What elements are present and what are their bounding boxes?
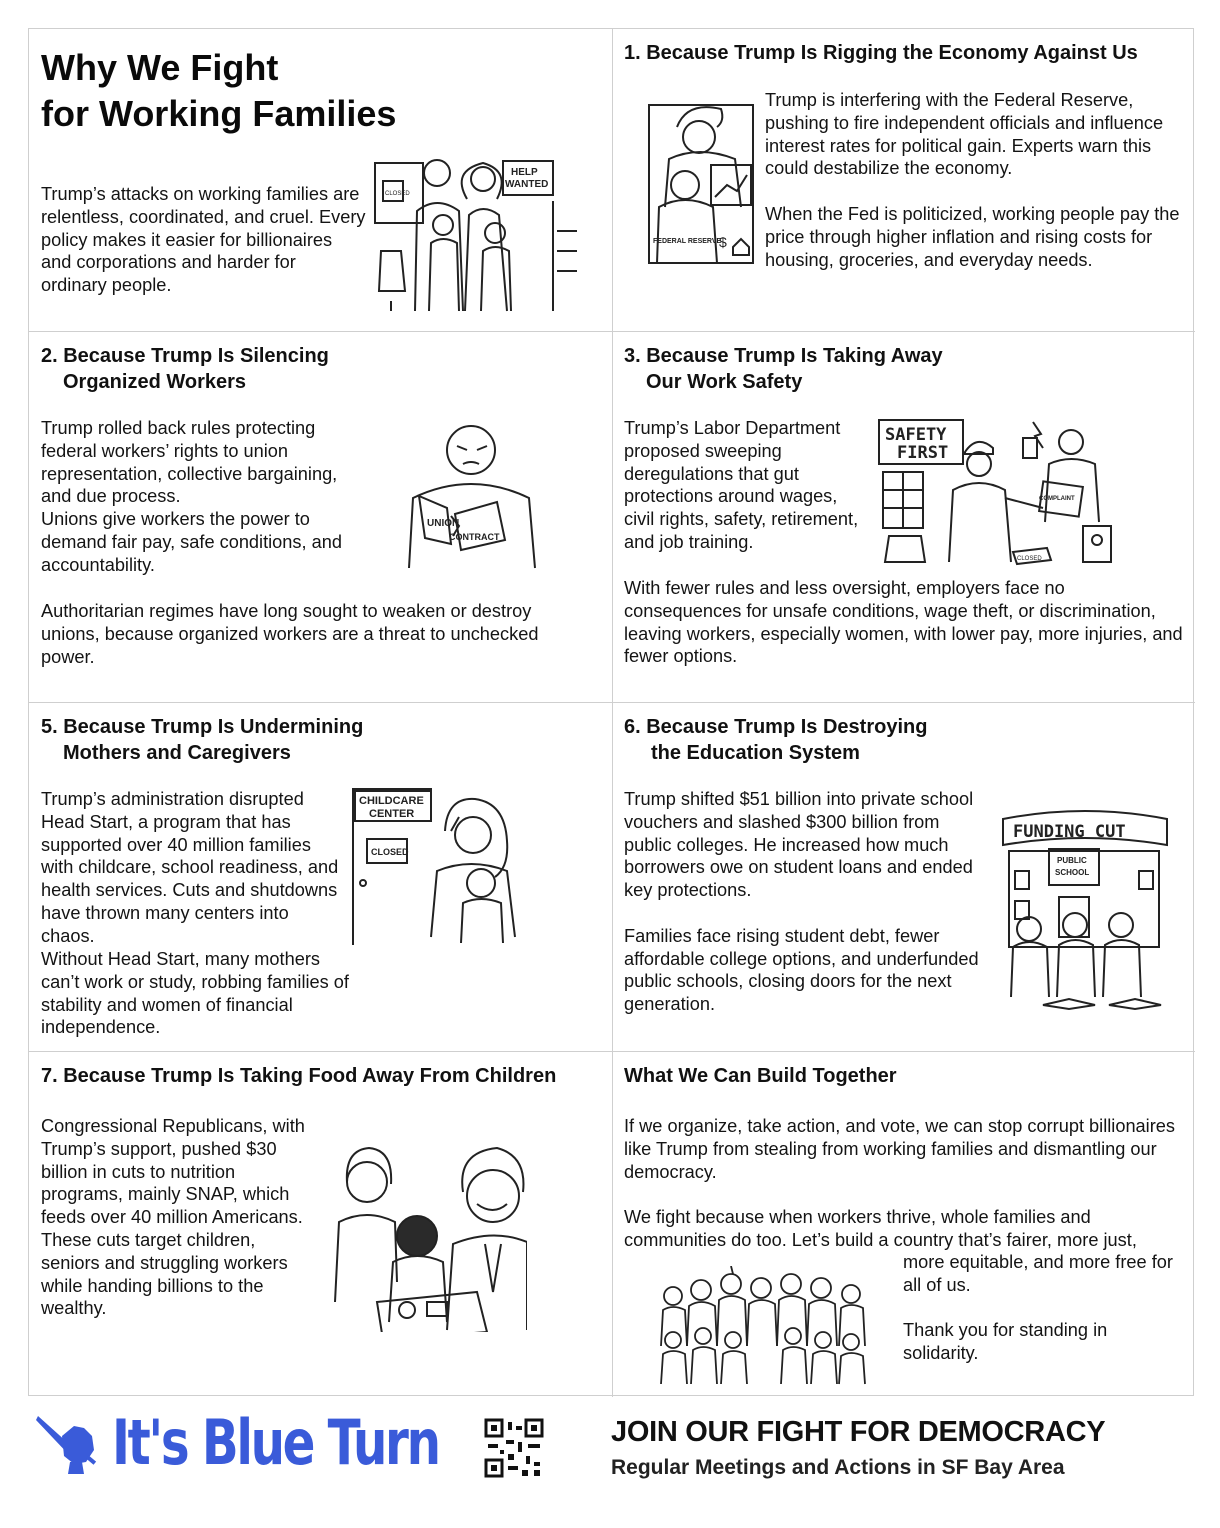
section-6-text	[624, 788, 988, 1016]
section-5-paragraph: Trump’s administration disrupted Head Start, a program that has supported over 40 million families with childcare, school readiness, and health services. Cuts and shutdowns have thrown many centers into chaos.	[41, 789, 339, 946]
section-5-text	[41, 788, 341, 948]
section-7-paragraph: Congressional Republicans, with Trump’s support, pushed $30 billion in cuts to nutrition programs, mainly SNAP, which feeds over 40 million Americans. These cuts target children, seniors and struggling workers while handing billions to the wealthy.	[41, 1116, 305, 1319]
section-6-cell	[613, 703, 1195, 1051]
section-2-paragraph: Trump rolled back rules protecting federal workers’ rights to union representation, collective bargaining, and due process.	[41, 418, 338, 507]
section-1-paragraph: When the Fed is politicized, working people pay the price through higher inflation and rising costs for housing, groceries, and everyday needs.	[765, 203, 1180, 270]
section-8-text-side	[903, 1251, 1173, 1365]
page-title: Why We Fight for Working Families	[41, 47, 397, 134]
intro-text	[41, 183, 366, 297]
childcare-illustration	[351, 787, 531, 947]
brand-logo-text: It's Blue Turn	[112, 1406, 439, 1479]
section-2-paragraph: Authoritarian regimes have long sought to weaken or destroy unions, because organized workers are a threat to unchecked power.	[41, 601, 539, 667]
section-3-text	[624, 417, 864, 554]
section-2-text-wide	[41, 600, 591, 668]
svg-text:CLOSED: CLOSED	[371, 847, 409, 857]
family-illustration	[371, 151, 581, 315]
section-8-paragraph: Thank you for standing in solidarity.	[903, 1320, 1108, 1364]
svg-text:CLOSED: CLOSED	[385, 191, 410, 197]
section-1-title: 1. Because Trump Is Rigging the Economy Against Us	[624, 42, 1138, 64]
section-2-text	[41, 417, 371, 577]
svg-text:CHILDCARE: CHILDCARE	[359, 795, 424, 807]
section-8-paragraph: If we organize, take action, and vote, we can stop corrupt billionaires like Trump from stealing from working families and dismantling our democracy.	[624, 1116, 1175, 1182]
section-5-title-line: 5. Because Trump Is Undermining	[41, 716, 364, 738]
section-7-title: 7. Because Trump Is Taking Food Away From Children	[41, 1065, 557, 1087]
intro-cell	[29, 29, 612, 331]
meetings-subline: Regular Meetings and Actions in SF Bay Area	[611, 1456, 1065, 1479]
section-3-title	[624, 343, 1004, 395]
section-5-paragraph: Without Head Start, many mothers can’t work or study, robbing families of stability and women of financial independence.	[41, 949, 349, 1038]
svg-text:CENTER: CENTER	[369, 808, 415, 820]
svg-text:SAFETY: SAFETY	[885, 425, 947, 445]
section-8-paragraph: We fight because when workers thrive, whole families and communities do too. Let’s build a country that’s fairer, more just,	[624, 1207, 1137, 1250]
section-6-title	[624, 714, 1004, 766]
section-8-text	[624, 1115, 1184, 1252]
svg-text:WANTED: WANTED	[505, 179, 549, 190]
section-3-paragraph: Trump’s Labor Department proposed sweeping deregulations that gut protections around wages, civil rights, safety, retirement, and job training.	[624, 418, 859, 552]
section-3-title-line: Our Work Safety	[646, 371, 803, 393]
section-2-cell	[29, 332, 612, 702]
svg-text:FUNDING CUT: FUNDING CUT	[1013, 822, 1126, 842]
section-8-cell	[613, 1052, 1195, 1397]
federal-reserve-illustration	[647, 97, 757, 267]
flyer-grid	[28, 28, 1194, 1396]
section-1-text	[765, 89, 1189, 271]
svg-text:HELP: HELP	[511, 167, 538, 178]
svg-text:FIRST: FIRST	[897, 443, 949, 463]
section-6-paragraph: Trump shifted $51 billion into private school vouchers and slashed $300 billion from public colleges. He increased how much borrowers owe on student loans and ended key protections.	[624, 789, 974, 901]
section-5-text-wide	[41, 948, 591, 1039]
section-3-cell	[613, 332, 1195, 702]
svg-text:CLOSED: CLOSED	[1017, 556, 1042, 562]
section-3-title-line: 3. Because Trump Is Taking Away	[624, 345, 943, 367]
svg-text:$: $	[719, 234, 727, 250]
svg-text:UNION: UNION	[427, 518, 460, 529]
community-crowd-illustration	[659, 1266, 869, 1386]
svg-text:CONTRACT: CONTRACT	[449, 532, 500, 542]
section-5-title-line: Mothers and Caregivers	[63, 742, 291, 764]
union-contract-illustration	[389, 418, 549, 578]
section-1-cell	[613, 29, 1195, 331]
section-8-paragraph: more equitable, and more free for all of us.	[903, 1252, 1173, 1295]
section-2-paragraph: Unions give workers the power to demand fair pay, safe conditions, and accountability.	[41, 509, 342, 575]
section-8-title: What We Can Build Together	[624, 1065, 897, 1087]
section-2-title-line: 2. Because Trump Is Silencing	[41, 345, 329, 367]
school-illustration	[999, 801, 1171, 1011]
section-7-text	[41, 1115, 316, 1320]
svg-text:COMPLAINT: COMPLAINT	[1039, 496, 1075, 502]
qr-code-icon[interactable]	[484, 1418, 544, 1478]
section-5-cell	[29, 703, 612, 1051]
section-6-title-line: 6. Because Trump Is Destroying	[624, 716, 928, 738]
footer	[0, 1400, 1220, 1528]
section-3-text-wide	[624, 577, 1184, 668]
section-6-paragraph: Families face rising student debt, fewer affordable college options, and underfunded public schools, closing doors for the next generation.	[624, 925, 979, 1015]
section-5-title	[41, 714, 421, 766]
section-3-paragraph: With fewer rules and less oversight, employers face no consequences for unsafe conditions, wage theft, or discrimination, leaving workers, especially women, with lower pay, more injuries, and fewer options.	[624, 578, 1183, 667]
section-2-title-line: Organized Workers	[63, 371, 247, 393]
svg-text:PUBLIC: PUBLIC	[1057, 856, 1087, 865]
svg-text:FEDERAL RESERVE: FEDERAL RESERVE	[653, 238, 722, 245]
raised-fist-pen-icon	[34, 1412, 100, 1474]
svg-text:SCHOOL: SCHOOL	[1055, 868, 1090, 877]
section-7-cell	[29, 1052, 612, 1397]
join-headline: JOIN OUR FIGHT FOR DEMOCRACY	[611, 1416, 1106, 1448]
intro-paragraph: Trump’s attacks on working families are relentless, coordinated, and cruel. Every policy makes it easier for billionaires and corporations and harder for ordinary people.	[41, 184, 366, 296]
workplace-safety-illustration	[875, 412, 1125, 572]
section-6-title-line: the Education System	[651, 742, 860, 764]
section-2-title	[41, 343, 421, 395]
section-1-paragraph: Trump is interfering with the Federal Reserve, pushing to fire independent officials and influence interest rates for political gain. Experts warn this could destabilize the economy.	[765, 90, 1164, 179]
school-lunch-illustration	[327, 1132, 527, 1332]
